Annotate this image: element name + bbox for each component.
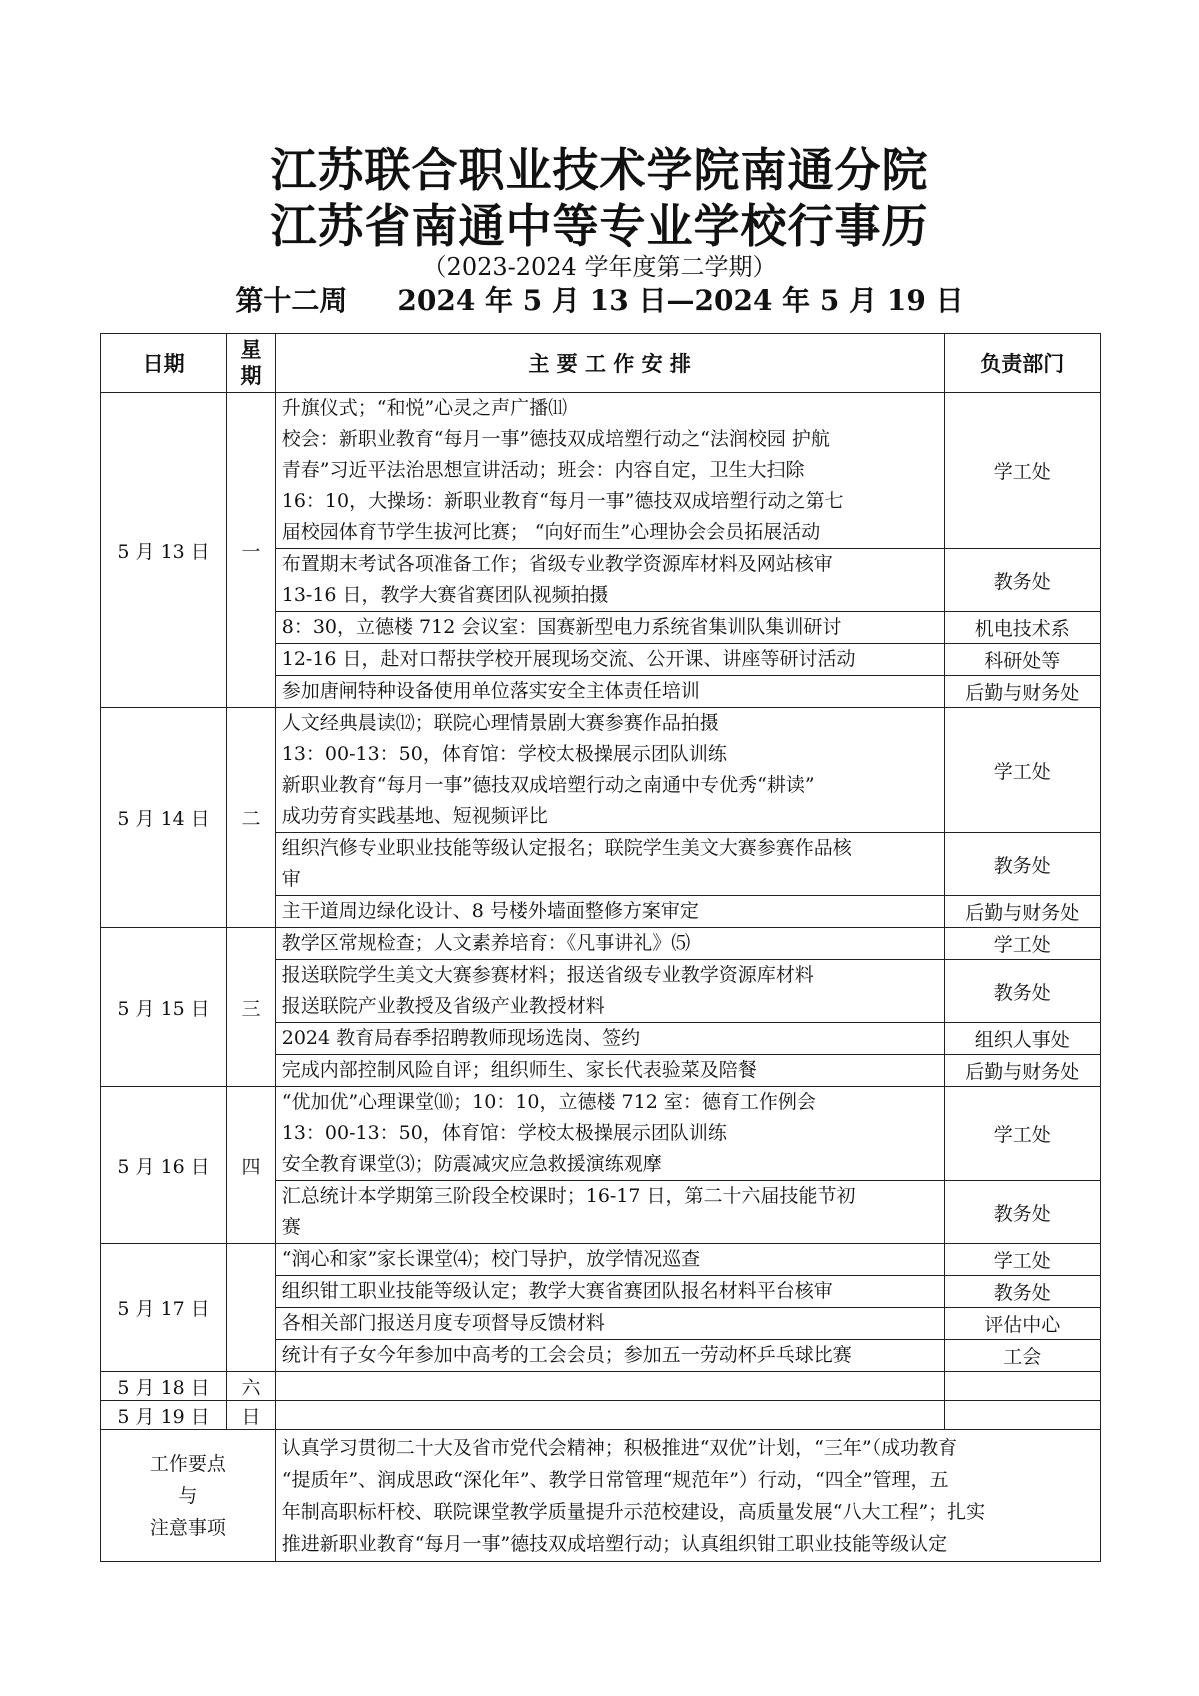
- header-tasks: 主 要 工 作 安 排: [275, 334, 944, 393]
- task-line: 报送联院产业教授及省级产业教授材料: [281, 995, 605, 1017]
- task-line: 组织钳工职业技能等级认定；教学大赛省赛团队报名材料平台核审: [281, 1280, 833, 1302]
- dept-cell: [944, 1401, 1100, 1430]
- task-cell: [275, 1023, 944, 1055]
- table-row: [101, 1372, 1101, 1401]
- week-label: 第十二周: [235, 284, 348, 317]
- task-line: 13：00-13：50，体育馆：学校太极操展示团队训练: [281, 1122, 727, 1144]
- task-cell: [275, 393, 944, 549]
- weekday-cell: 六: [227, 1372, 276, 1401]
- dept-cell: 学工处: [944, 1087, 1100, 1181]
- task-cell: [275, 676, 944, 708]
- header-weekday: [227, 334, 276, 393]
- dept-cell: 组织人事处: [944, 1023, 1100, 1055]
- focus-label-line: 与: [178, 1484, 198, 1507]
- table-row: [101, 1401, 1101, 1430]
- header-dept: 负责部门: [944, 334, 1100, 393]
- weekday-cell: 一: [227, 393, 276, 708]
- week-range: 2024 年 5 月 13 日—2024 年 5 月 19 日: [397, 284, 964, 317]
- task-line: 教学区常规检查；人文素养培育：《凡事讲礼》⑸: [281, 932, 691, 954]
- date-cell: 5 月 16 日: [101, 1087, 227, 1244]
- table-row: [101, 708, 1101, 833]
- task-cell: [275, 1181, 944, 1244]
- title-line-1: 江苏联合职业技术学院南通分院: [270, 143, 929, 197]
- task-line: 安全教育课堂⑶；防震减灾应急救援演练观摩: [281, 1153, 662, 1175]
- dept-cell: 教务处: [944, 549, 1100, 612]
- weekday-cell: [227, 1244, 276, 1372]
- task-line: 13：00-13：50，体育馆：学校太极操展示团队训练: [281, 743, 727, 765]
- task-cell: [275, 1276, 944, 1308]
- task-line: 16：10，大操场：新职业教育“每月一事”德技双成培塑行动之第七: [281, 490, 844, 512]
- calendar-body: [101, 393, 1101, 1562]
- week-line: [0, 283, 1199, 319]
- focus-line: 年制高职标杆校、联院课堂教学质量提升示范校建设，高质量发展“八大工程”；扎实: [281, 1500, 986, 1523]
- dept-cell: 学工处: [944, 928, 1100, 960]
- date-cell: 5 月 15 日: [101, 928, 227, 1087]
- dept-cell: [944, 1372, 1100, 1401]
- focus-line: “提质年”、润成思政“深化年”、教学日常管理“规范年”）行动，“四全”管理，五: [281, 1468, 949, 1491]
- task-line: 组织汽修专业职业技能等级认定报名；联院学生美文大赛参赛作品核: [281, 837, 852, 859]
- focus-line: 推进新职业教育“每月一事”德技双成培塑行动；认真组织钳工职业技能等级认定: [281, 1532, 948, 1555]
- weekday-cell: 二: [227, 708, 276, 928]
- task-cell: [275, 1308, 944, 1340]
- task-line: 报送联院学生美文大赛参赛材料；报送省级专业教学资源库材料: [281, 964, 814, 986]
- date-cell: 5 月 19 日: [101, 1401, 227, 1430]
- table-header-row: [101, 334, 1101, 393]
- focus-content-cell: [275, 1430, 1100, 1562]
- task-cell: [275, 612, 944, 644]
- dept-cell: 教务处: [944, 1276, 1100, 1308]
- task-line: “优加优”心理课堂⑽；10：10，立德楼 712 室：德育工作例会: [281, 1091, 816, 1113]
- semester-subtitle: （2023-2024 学年度第二学期）: [422, 253, 777, 281]
- dept-cell: 教务处: [944, 1181, 1100, 1244]
- focus-label-line: 工作要点: [149, 1452, 226, 1475]
- header-date: 日期: [101, 334, 227, 393]
- task-cell: [275, 960, 944, 1023]
- table-row: [101, 393, 1101, 549]
- task-line: 8：30，立德楼 712 会议室：国赛新型电力系统省集训队集训研讨: [281, 616, 842, 638]
- focus-line: 认真学习贯彻二十大及省市党代会精神；积极推进“双优”计划，“三年”（成功教育: [281, 1436, 958, 1459]
- task-line: 新职业教育“每月一事”德技双成培塑行动之南通中专优秀“耕读”: [281, 774, 815, 796]
- task-cell: [275, 644, 944, 676]
- title-line-2: 江苏省南通中等专业学校行事历: [270, 199, 929, 253]
- table-row: [101, 928, 1101, 960]
- header-weekday-line-2: 期: [240, 363, 262, 388]
- weekday-cell: 三: [227, 928, 276, 1087]
- table-row: [101, 1244, 1101, 1276]
- task-line: 升旗仪式；“和悦”心灵之声广播⑾: [281, 397, 568, 419]
- dept-cell: 评估中心: [944, 1308, 1100, 1340]
- task-cell: [275, 1340, 944, 1372]
- dept-cell: 后勤与财务处: [944, 676, 1100, 708]
- task-line: 13-16 日，教学大赛省赛团队视频拍摄: [281, 584, 609, 606]
- weekday-cell: 四: [227, 1087, 276, 1244]
- weekday-cell: 日: [227, 1401, 276, 1430]
- task-line: 校会：新职业教育“每月一事”德技双成培塑行动之“法润校园 护航: [281, 428, 830, 450]
- header-weekday-line-1: 星: [240, 337, 262, 362]
- task-line: 完成内部控制风险自评；组织师生、家长代表验菜及陪餐: [281, 1059, 757, 1081]
- task-cell: [275, 896, 944, 928]
- calendar-table: [100, 333, 1101, 1562]
- task-line: 参加唐闸特种设备使用单位落实安全主体责任培训: [281, 680, 700, 702]
- dept-cell: 教务处: [944, 833, 1100, 896]
- task-line: 成功劳育实践基地、短视频评比: [281, 805, 548, 827]
- task-cell: [275, 1087, 944, 1181]
- dept-cell: 后勤与财务处: [944, 1055, 1100, 1087]
- task-cell: [275, 708, 944, 833]
- task-cell: [275, 833, 944, 896]
- focus-row: [101, 1430, 1101, 1562]
- dept-cell: 学工处: [944, 708, 1100, 833]
- task-line: 人文经典晨读⑿；联院心理情景剧大赛参赛作品拍摄: [281, 712, 719, 734]
- dept-cell: 科研处等: [944, 644, 1100, 676]
- task-line: 12-16 日，赴对口帮扶学校开展现场交流、公开课、讲座等研讨活动: [281, 648, 856, 670]
- task-line: 各相关部门报送月度专项督导反馈材料: [281, 1312, 605, 1334]
- task-line: 青春”习近平法治思想宣讲活动；班会：内容自定，卫生大扫除: [281, 459, 805, 481]
- date-cell: 5 月 18 日: [101, 1372, 227, 1401]
- dept-cell: 教务处: [944, 960, 1100, 1023]
- task-line: 审: [281, 868, 301, 890]
- table-row: [101, 1087, 1101, 1181]
- task-cell: [275, 1401, 944, 1430]
- dept-cell: 后勤与财务处: [944, 896, 1100, 928]
- dept-cell: 工会: [944, 1340, 1100, 1372]
- dept-cell: 学工处: [944, 1244, 1100, 1276]
- focus-label-cell: [101, 1430, 276, 1562]
- dept-cell: 机电技术系: [944, 612, 1100, 644]
- task-cell: [275, 1055, 944, 1087]
- task-cell: [275, 549, 944, 612]
- date-cell: 5 月 13 日: [101, 393, 227, 708]
- task-cell: [275, 1372, 944, 1401]
- task-line: 统计有子女今年参加中高考的工会会员；参加五一劳动杯乒乓球比赛: [281, 1344, 852, 1366]
- task-cell: [275, 928, 944, 960]
- date-cell: 5 月 14 日: [101, 708, 227, 928]
- task-line: 布置期末考试各项准备工作；省级专业教学资源库材料及网站核审: [281, 553, 833, 575]
- focus-label-line: 注意事项: [149, 1516, 226, 1539]
- dept-cell: 学工处: [944, 393, 1100, 549]
- task-line: 主干道周边绿化设计、8 号楼外墙面整修方案审定: [281, 900, 699, 922]
- date-cell: 5 月 17 日: [101, 1244, 227, 1372]
- task-line: 赛: [281, 1216, 301, 1238]
- task-line: 届校园体育节学生拔河比赛； “向好而生”心理协会会员拓展活动: [281, 521, 821, 543]
- task-cell: [275, 1244, 944, 1276]
- task-line: “润心和家”家长课堂⑷；校门导护，放学情况巡查: [281, 1248, 701, 1270]
- task-line: 汇总统计本学期第三阶段全校课时；16-17 日，第二十六届技能节初: [281, 1185, 856, 1207]
- task-line: 2024 教育局春季招聘教师现场选岗、签约: [281, 1027, 641, 1049]
